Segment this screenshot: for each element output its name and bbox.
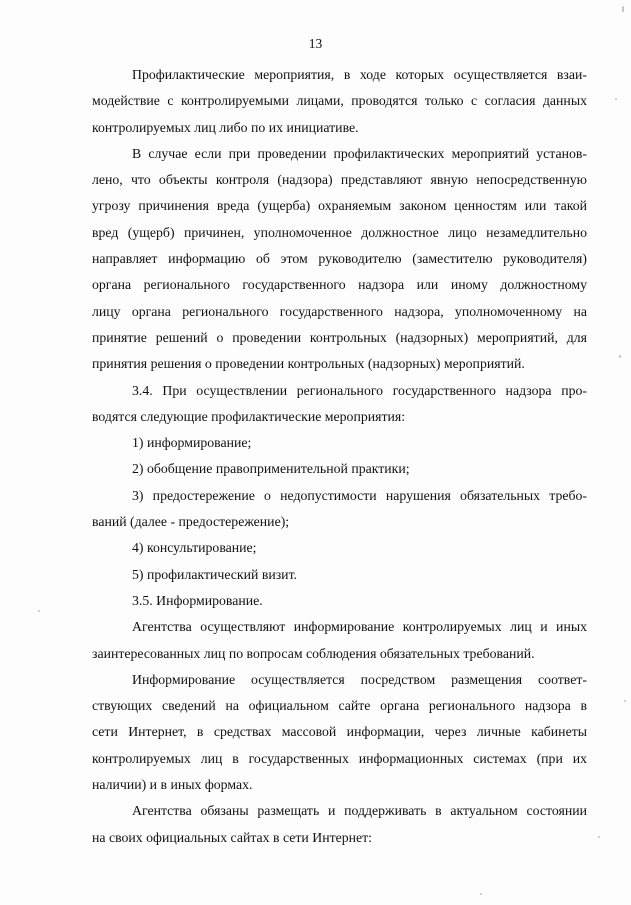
text-line: на своих официальных сайтах в сети Интернет: [92, 829, 373, 845]
text-line: ствующих сведений на официальном сайте органа регионального надзора в [92, 698, 587, 714]
text-line: 2) обобщение правоприменительной практики; [132, 461, 410, 477]
paragraph-p4 [92, 430, 587, 456]
text-line: 3.5. Информирование. [132, 592, 263, 608]
scan-speck [624, 700, 626, 702]
text-line: принятие решений о проведении контрольных (надзорных) мероприятий, для [92, 329, 587, 345]
paragraph-p7 [92, 535, 587, 561]
text-line: Профилактические мероприятия, в ходе которых осуществляется взаи- [132, 67, 587, 82]
scan-speck [619, 355, 621, 358]
paragraph-p9 [92, 588, 587, 614]
text-line: лицу органа регионального государственного надзора, уполномоченному на [92, 303, 587, 319]
text-line: лено, что объекты контроля (надзора) представляют явную непосредственную [92, 172, 587, 188]
text-line: принятия решения о проведении контрольных (надзорных) мероприятий. [92, 356, 525, 372]
text-line: 5) профилактический визит. [132, 566, 298, 582]
text-line: угрозу причинения вреда (ущерба) охраняемым законом ценностям или такой [92, 198, 587, 214]
paragraph-p11 [92, 667, 587, 798]
text-line: заинтересованных лиц по вопросам соблюдения обязательных требований. [92, 645, 535, 661]
scan-speck [598, 836, 600, 838]
scan-speck [622, 6, 624, 12]
scan-speck [38, 610, 40, 612]
text-line: наличии) и в иных формах. [92, 777, 253, 793]
text-line: 3) предостережение о недопустимости нарушения обязательных требо- [132, 487, 587, 503]
paragraph-p8 [92, 562, 587, 588]
text-line: 1) информирование; [132, 435, 252, 451]
paragraph-p10 [92, 614, 587, 667]
text-line: модействие с контролируемыми лицами, проводятся только с согласия данных [92, 93, 587, 109]
paragraph-p3 [92, 378, 587, 431]
scan-speck [615, 98, 617, 100]
text-line: вред (ущерб) причинен, уполномоченное должностное лицо незамедлительно [92, 224, 587, 240]
paragraph-p6 [92, 483, 587, 536]
scan-speck [480, 893, 482, 895]
text-line: водятся следующие профилактические мероприятия: [92, 408, 406, 424]
paragraph-p1 [92, 62, 587, 141]
text-line: контролируемых лиц либо по их инициативе. [92, 119, 359, 135]
text-line: Агентства осуществляют информирование контролируемых лиц и иных [132, 619, 587, 635]
paragraph-p2 [92, 141, 587, 378]
text-line: 3.4. При осуществлении регионального государственного надзора про- [132, 382, 587, 398]
document-body [92, 62, 587, 851]
text-line: 4) консультирование; [132, 540, 257, 556]
text-line: Агентства обязаны размещать и поддерживать в актуальном состоянии [132, 803, 587, 819]
text-line: сети Интернет, в средствах массовой информации, через личные кабинеты [92, 724, 587, 740]
paragraph-p12 [92, 798, 587, 851]
text-line: направляет информацию об этом руководителю (заместителю руководителя) [92, 251, 587, 267]
text-line: Информирование осуществляется посредством размещения соответ- [132, 671, 587, 687]
text-line: контролируемых лиц в государственных информационных системах (при их [92, 750, 587, 766]
text-line: органа регионального государственного надзора или иному должностному [92, 277, 587, 293]
text-line: ваний (далее - предостережение); [92, 514, 290, 530]
page-number: 13 [308, 36, 323, 51]
paragraph-p5 [92, 456, 587, 482]
text-line: В случае если при проведении профилактических мероприятий установ- [132, 145, 587, 161]
